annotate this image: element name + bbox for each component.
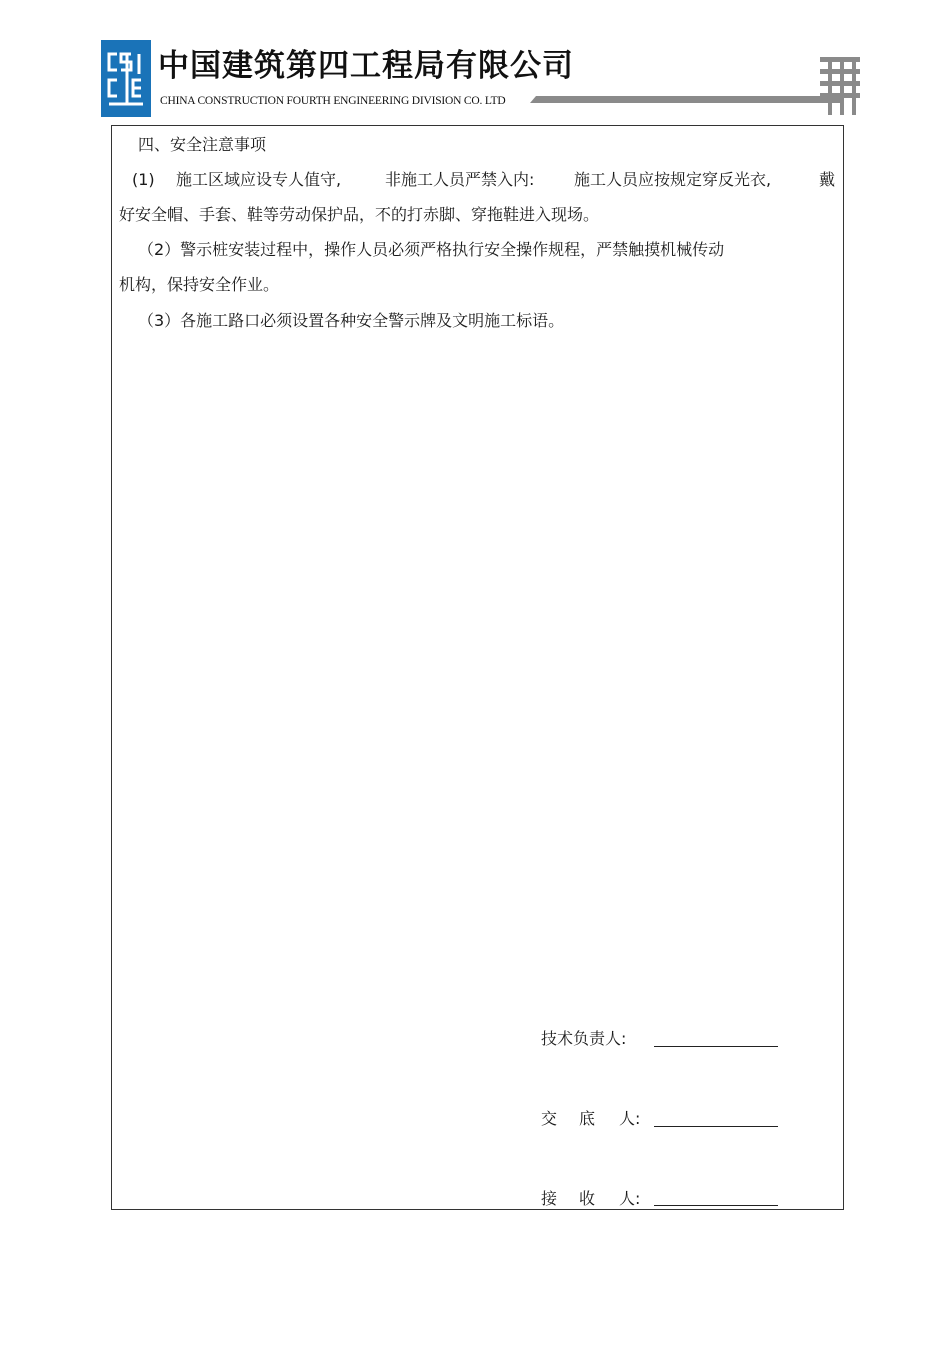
page-header xyxy=(0,0,950,125)
receiver-label-char1: 接 xyxy=(541,1189,558,1208)
cscec-logo-icon xyxy=(101,40,151,117)
handover-signature-line[interactable] xyxy=(654,1126,778,1127)
item1-line2: 好安全帽、手套、鞋等劳动保护品，不的打赤脚、穿拖鞋进入现场。 xyxy=(119,205,600,224)
receiver-label-char2: 收 xyxy=(579,1189,596,1208)
handover-label-char2: 底 xyxy=(579,1109,596,1128)
tech-lead-label: 技术负责人: xyxy=(541,1029,627,1048)
item1-part-a: 施工区域应设专人值守, xyxy=(176,170,342,189)
tech-lead-signature-line[interactable] xyxy=(654,1046,778,1047)
company-logo xyxy=(101,40,151,117)
handover-label-char3: 人: xyxy=(619,1109,641,1128)
item3-line1: （3）各施工路口必须设置各种安全警示牌及文明施工标语。 xyxy=(138,311,565,330)
item1-part-d: 戴 xyxy=(819,170,836,189)
receiver-signature-line[interactable] xyxy=(654,1205,778,1206)
item1-number: (1) xyxy=(132,170,155,189)
handover-label-char1: 交 xyxy=(541,1109,558,1128)
header-divider-bar xyxy=(530,96,840,103)
company-name-cn: 中国建筑第四工程局有限公司 xyxy=(158,48,574,84)
corner-pattern-icon xyxy=(818,55,862,117)
company-name-en: CHINA CONSTRUCTION FOURTH ENGINEERING DIVISION CO. LTD xyxy=(160,95,506,107)
receiver-label-char3: 人: xyxy=(619,1189,641,1208)
item2-line2: 机构，保持安全作业。 xyxy=(119,275,280,294)
section-heading: 四、安全注意事项 xyxy=(138,135,267,154)
item2-line1: （2）警示桩安装过程中，操作人员必须严格执行安全操作规程，严禁触摸机械传动 xyxy=(138,240,725,259)
item1-part-c: 施工人员应按规定穿反光衣, xyxy=(574,170,772,189)
item1-part-b: 非施工人员严禁入内: xyxy=(385,170,535,189)
